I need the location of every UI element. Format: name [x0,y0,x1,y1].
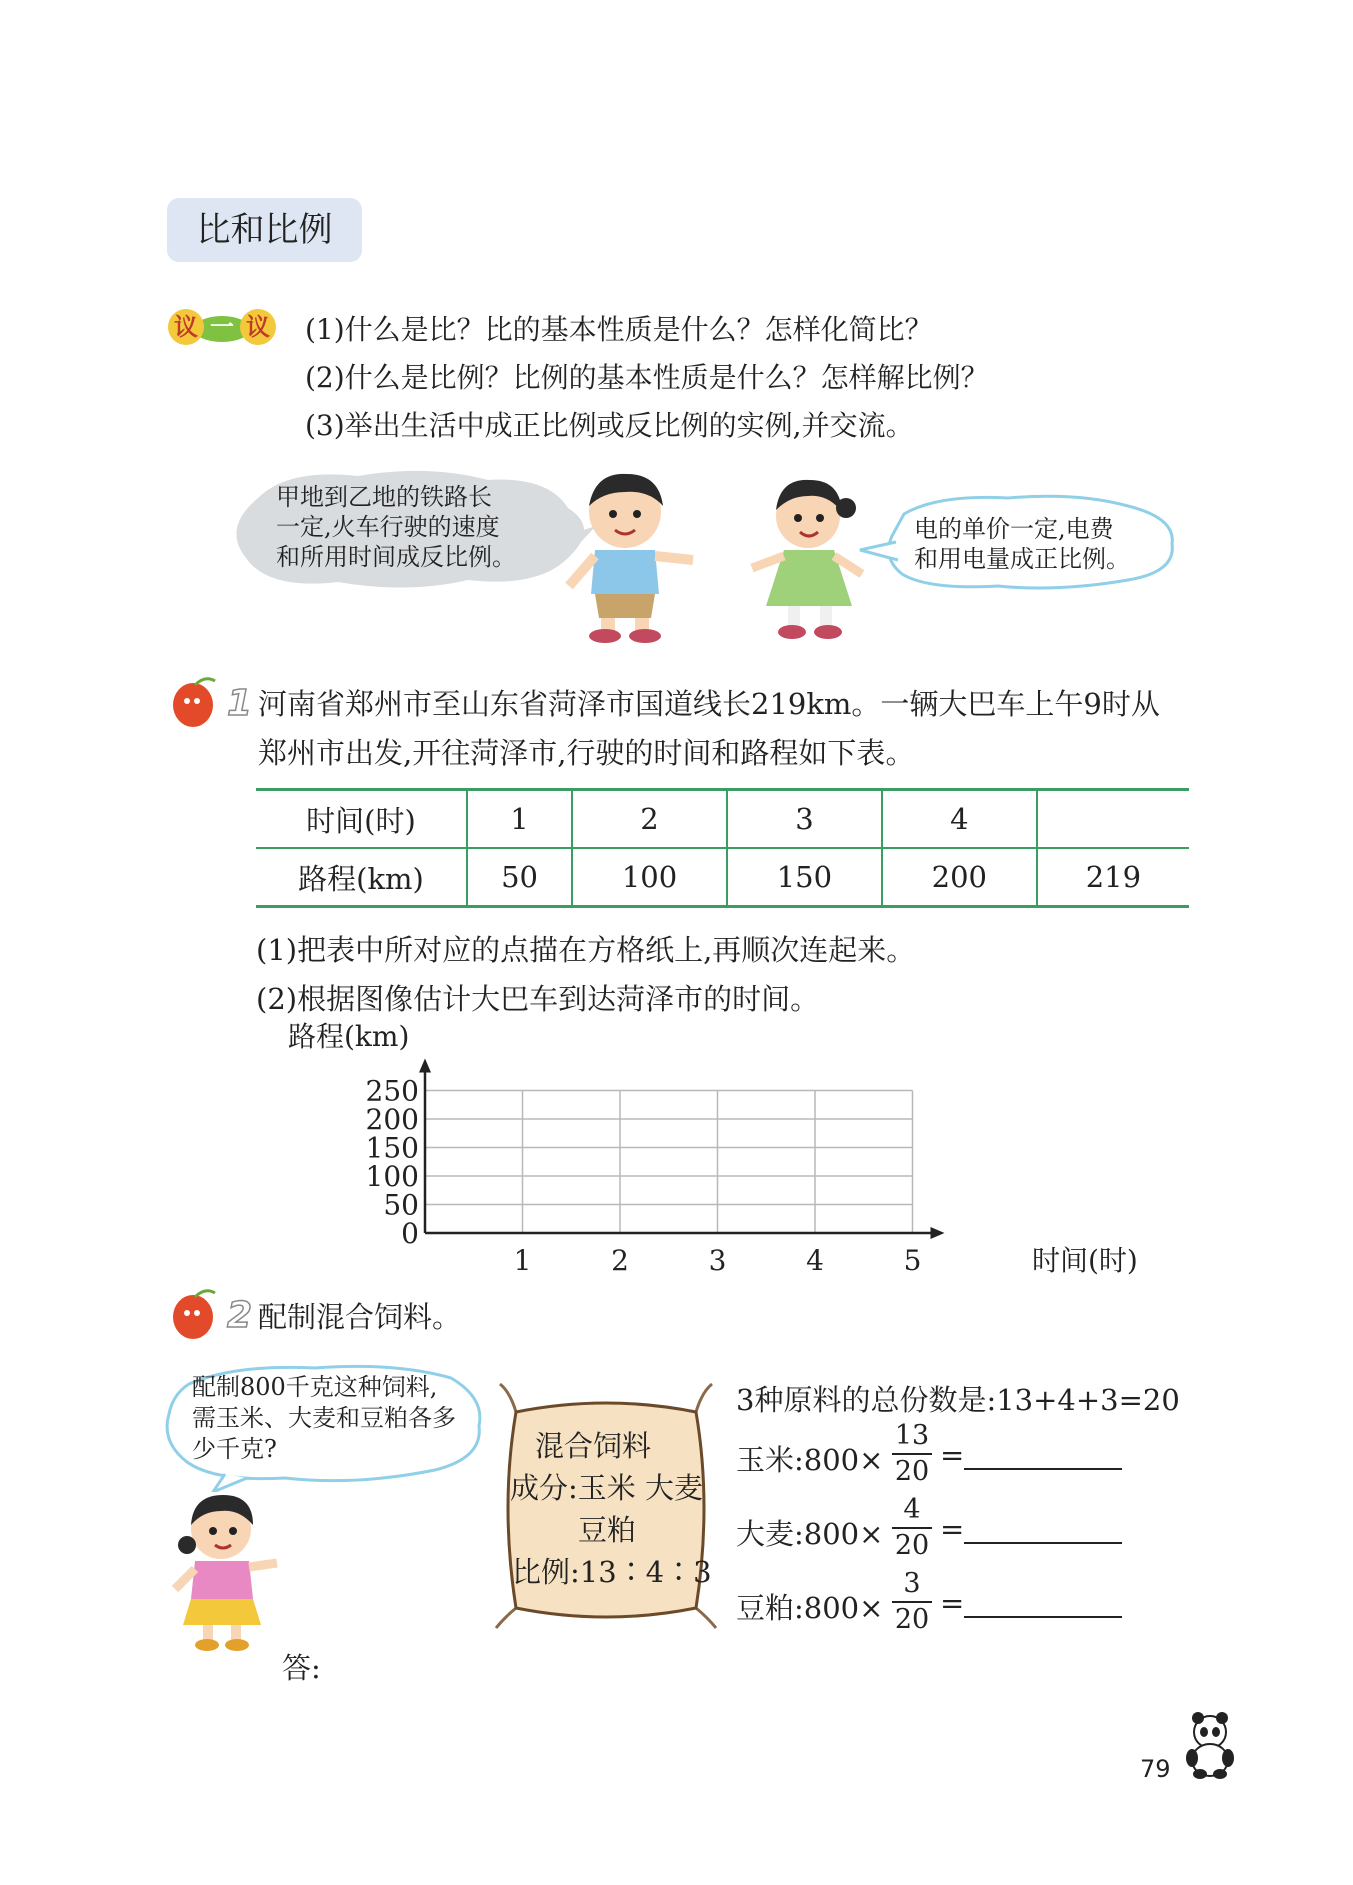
y-tick-label: 250 [365,1074,419,1108]
corn-equals: = [940,1438,965,1472]
badge-char-2: 一 [210,313,234,341]
page-number: 79 [1140,1755,1171,1783]
table-cell: 路程(km) [256,848,467,907]
discuss-question-1: (1)什么是比？比的基本性质是什么？怎样化简比？ [305,313,933,346]
badge-char-1: 议 [174,313,198,341]
discuss-question-3: (3)举出生活中成正比例或反比例的实例,并交流。 [305,409,914,442]
table-cell: 100 [572,848,727,907]
badge-char-3: 议 [246,313,270,341]
ex2-bubble-line-2: 需玉米、大麦和豆粕各多 [192,1404,456,1432]
x-tick-label: 3 [708,1244,727,1277]
exercise-2-title: 配制混合饲料。 [258,1300,462,1334]
soymeal-answer-blank[interactable] [964,1616,1122,1618]
exercise-2-number: 2 [227,1295,253,1336]
barley-fraction [892,1495,932,1561]
y-tick-label: 200 [365,1103,419,1136]
x-tick-label: 4 [806,1244,824,1277]
barley-calc-label: 大麦:800× [736,1517,884,1551]
table-cell: 1 [467,790,572,849]
y-axis-arrow [419,1059,431,1073]
answer-label: 答: [282,1651,321,1685]
ex2-bubble-line-3: 少千克? [192,1435,277,1463]
exercise-1-text-line-1: 河南省郑州市至山东省菏泽市国道线长219km。一辆大巴车上午9时从 [258,687,1160,721]
x-tick-label: 5 [903,1244,922,1277]
soymeal-equals: = [940,1586,965,1620]
exercise-1-number: 1 [227,683,253,724]
soymeal-calc-label: 豆粕:800× [736,1591,884,1625]
fraction-numerator: 4 [903,1494,921,1525]
girl-pointing-illustration [165,1485,283,1655]
y-tick-label: 100 [365,1160,419,1193]
boy-illustration [555,462,695,644]
fraction-numerator: 13 [894,1420,930,1451]
table-cell: 200 [882,848,1037,907]
time-distance-table [256,788,1189,908]
exercise-1-task-1: (1)把表中所对应的点描在方格纸上,再顺次连起来。 [256,933,916,967]
table-cell: 4 [882,790,1037,849]
y-tick-label: 150 [365,1131,419,1165]
table-cell: 时间(时) [256,790,467,849]
x-axis-arrow [931,1227,945,1239]
y-tick-label: 50 [383,1188,419,1222]
y-axis-label: 路程(km) [288,1020,410,1053]
corn-answer-blank[interactable] [964,1468,1122,1470]
table-cell: 50 [467,848,572,907]
boy-bubble-line-1: 甲地到乙地的铁路长 [276,483,492,511]
table-cell: 3 [727,790,882,849]
total-parts-text: 3种原料的总份数是:13+4+3=20 [736,1383,1180,1417]
x-tick-label: 2 [611,1244,629,1277]
corn-calc-label: 玉米:800× [736,1443,884,1477]
girl-illustration [748,468,873,644]
distance-time-grid-chart [270,1012,1170,1282]
x-axis-label: 时间(时) [1032,1244,1138,1277]
exercise-1-task-2: (2)根据图像估计大巴车到达菏泽市的时间。 [256,982,820,1016]
ex2-bubble-line-1: 配制800千克这种饲料, [192,1373,438,1401]
girl-bubble-line-2: 和用电量成正比例。 [914,545,1130,573]
sack-ingredients-line-1: 成分:玉米 大麦 [510,1471,703,1505]
corn-fraction [892,1421,932,1487]
table-cell: 2 [572,790,727,849]
fraction-denominator: 20 [894,1456,930,1487]
fraction-denominator: 20 [894,1530,930,1561]
sack-ingredients-line-2: 豆粕 [578,1513,637,1547]
fraction-numerator: 3 [903,1568,921,1599]
barley-equals: = [940,1512,965,1546]
section-title: 比和比例 [167,198,362,262]
exercise-2-marker [165,1287,255,1342]
table-cell [1037,790,1189,849]
boy-bubble-line-3: 和所用时间成反比例。 [276,543,516,571]
girl-bubble-line-1: 电的单价一定,电费 [914,515,1114,543]
barley-answer-blank[interactable] [964,1542,1122,1544]
discuss-question-2: (2)什么是比例？比例的基本性质是什么？怎样解比例？ [305,361,989,394]
panda-icon [1180,1710,1240,1780]
sack-ratio: 比例:13∶4∶3 [512,1555,712,1589]
exercise-1-text-line-2: 郑州市出发,开往菏泽市,行驶的时间和路程如下表。 [258,736,915,770]
sack-title: 混合饲料 [535,1429,652,1463]
soymeal-fraction [892,1569,932,1635]
fraction-denominator: 20 [894,1604,930,1635]
table-row [256,848,1189,907]
table-cell: 150 [727,848,882,907]
x-tick-label: 1 [513,1244,532,1277]
discuss-badge [166,307,278,347]
table-cell: 219 [1037,848,1189,907]
table-row [256,790,1189,849]
exercise-1-marker [165,675,255,730]
y-tick-label: 0 [401,1217,419,1250]
boy-bubble-line-2: 一定,火车行驶的速度 [276,513,500,541]
